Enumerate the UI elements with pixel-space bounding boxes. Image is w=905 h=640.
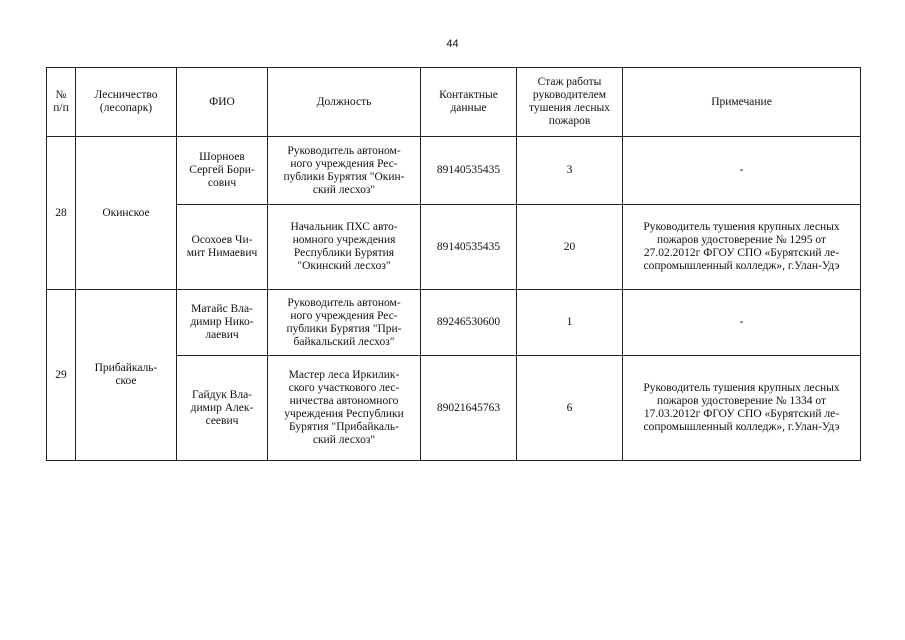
header-experience: Стаж работы руководителем тушения лесных пожаров <box>517 68 623 137</box>
person-position: Руководитель автоном- ного учреждения Рес- публики Бурятия "При- байкальский лесхоз" <box>268 290 421 356</box>
person-fio: Осохоев Чи- мит Нимаевич <box>177 205 268 290</box>
header-num: № п/п <box>47 68 76 137</box>
person-experience: 1 <box>517 290 623 356</box>
row-number: 29 <box>47 290 76 461</box>
person-experience: 3 <box>517 137 623 205</box>
forestry-name: Окинское <box>76 137 177 290</box>
person-fio: Гайдук Вла- димир Алек- сеевич <box>177 356 268 461</box>
person-note: Руководитель тушения крупных лесных пожаров удостоверение № 1295 от 27.02.2012г ФГОУ СПО «Бурятский ле- сопромышленный колледж», г.Улан-Удэ <box>623 205 861 290</box>
page-number: 44 <box>446 38 459 50</box>
person-contacts: 89140535435 <box>421 137 517 205</box>
person-experience: 6 <box>517 356 623 461</box>
person-contacts: 89246530600 <box>421 290 517 356</box>
person-contacts: 89140535435 <box>421 205 517 290</box>
person-fio: Матайс Вла- димир Нико- лаевич <box>177 290 268 356</box>
forestry-name: Прибайкаль- ское <box>76 290 177 461</box>
row-number: 28 <box>47 137 76 290</box>
table-row <box>47 137 861 205</box>
table-row <box>47 290 861 356</box>
header-fio: ФИО <box>177 68 268 137</box>
person-fio: Шорноев Сергей Бори- сович <box>177 137 268 205</box>
person-position: Руководитель автоном- ного учреждения Рес- публики Бурятия "Окин- ский лесхоз" <box>268 137 421 205</box>
leaders-table <box>46 67 861 461</box>
person-position: Начальник ПХС авто- номного учреждения Республики Бурятия "Окинский лесхоз" <box>268 205 421 290</box>
header-position: Должность <box>268 68 421 137</box>
person-note: - <box>623 137 861 205</box>
header-note: Примечание <box>623 68 861 137</box>
header-contacts: Контактные данные <box>421 68 517 137</box>
person-contacts: 89021645763 <box>421 356 517 461</box>
person-note: Руководитель тушения крупных лесных пожаров удостоверение № 1334 от 17.03.2012г ФГОУ СПО «Бурятский ле- сопромышленный колледж», г.Улан-Удэ <box>623 356 861 461</box>
person-position: Мастер леса Иркилик- ского участкового лес- ничества автономного учреждения Республики Бурятия "Прибайкаль- ский лесхоз" <box>268 356 421 461</box>
person-note: - <box>623 290 861 356</box>
header-row <box>47 68 861 137</box>
person-experience: 20 <box>517 205 623 290</box>
header-forestry: Лесничество (лесопарк) <box>76 68 177 137</box>
